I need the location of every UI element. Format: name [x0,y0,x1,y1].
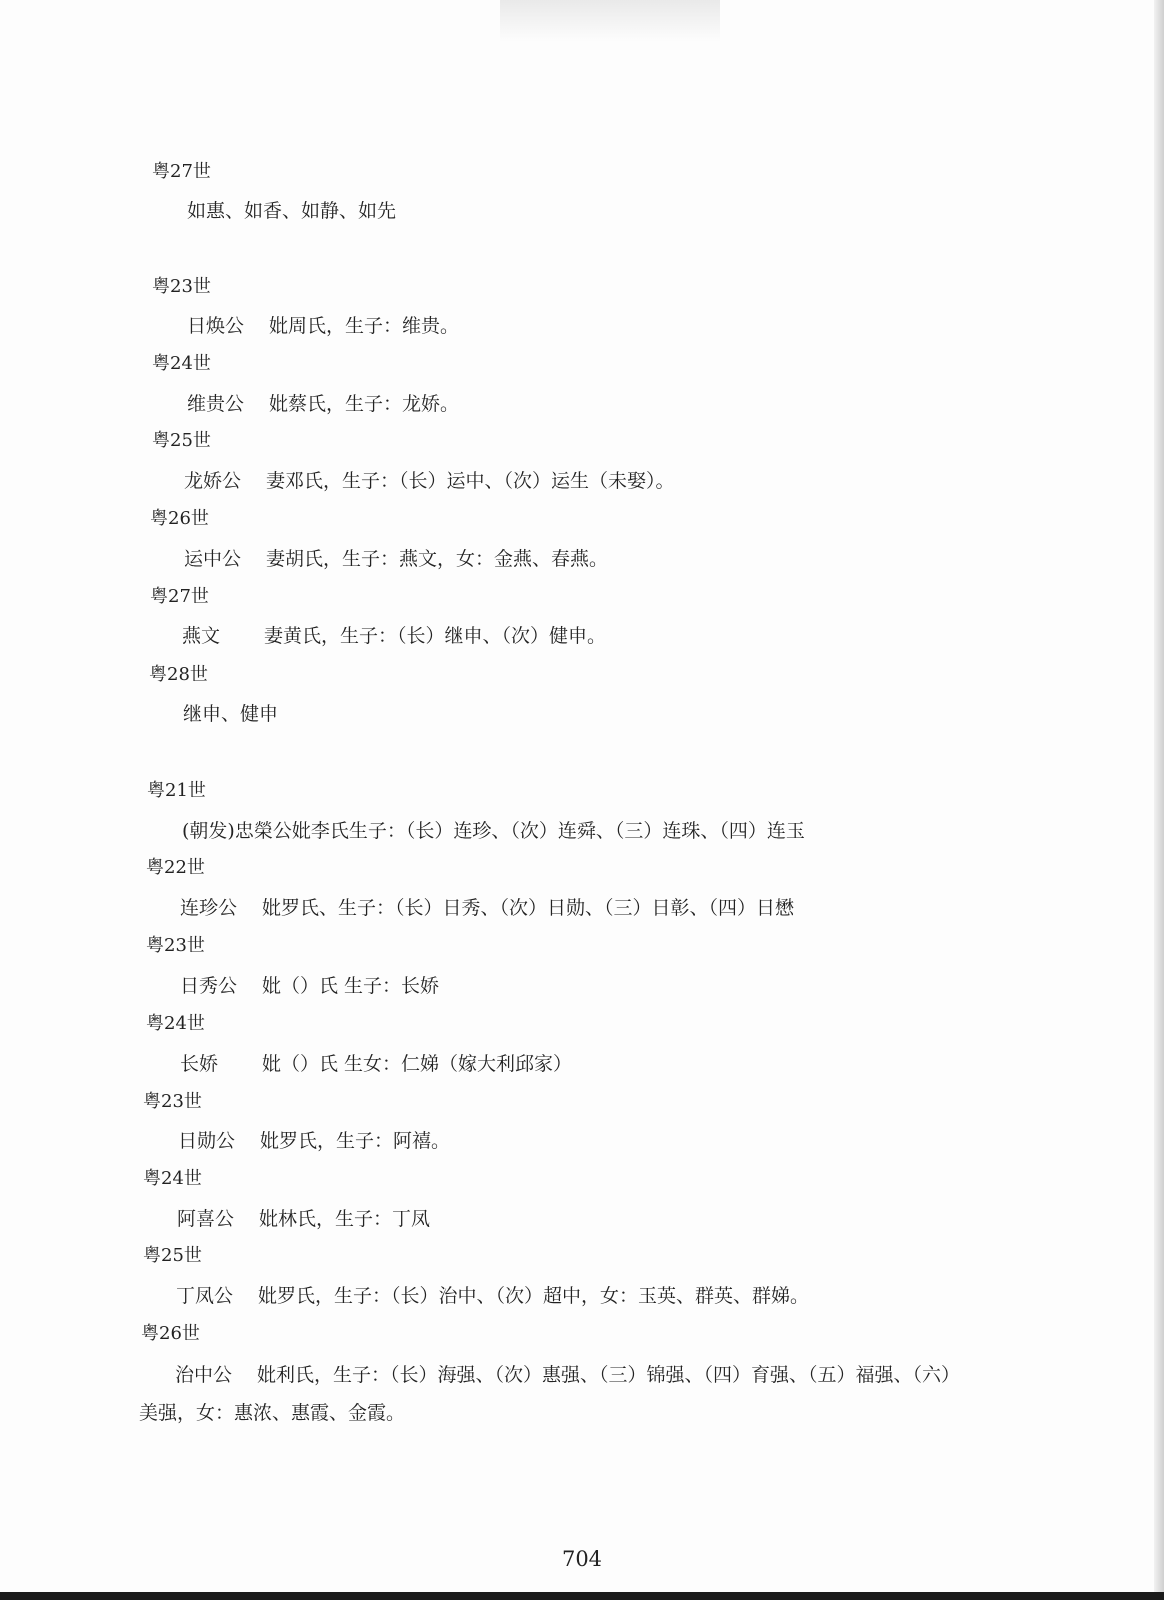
ancestor-name: 日勋公 [178,1130,236,1152]
genealogy-entry [180,974,439,998]
generation-heading: 粤24世 [146,1013,205,1034]
generation-heading: 粤25世 [152,430,211,451]
names-line: 美强，女：惠浓、惠霞、金霞。 [139,1402,406,1424]
ancestor-name: 日焕公 [187,315,245,337]
generation-heading: 粤28世 [149,664,208,685]
genealogy-entry [184,469,675,493]
generation-heading: 粤23世 [143,1091,202,1112]
ancestor-name: 长娇 [180,1053,219,1075]
entry-text: 妣蔡氏，生子：龙娇。 [269,393,460,415]
entry-text: 妣罗氏、生子：（长）日秀、（次）日勋、（三）日彰、（四）日懋 [262,897,795,919]
generation-heading: 粤27世 [152,161,211,182]
generation-heading: 粤22世 [146,857,205,878]
genealogy-entry [180,1052,572,1076]
genealogy-entry [187,314,459,338]
genealogy-entry [178,1129,450,1153]
genealogy-entry [182,819,805,843]
generation-heading: 粤25世 [143,1245,202,1266]
ancestor-name: 丁凤公 [176,1285,234,1307]
ancestor-name: 治中公 [175,1364,233,1386]
scan-bottom-border [0,1592,1164,1600]
genealogy-entry [182,624,606,648]
entry-text: 妣罗氏，生子：阿禧。 [260,1130,451,1152]
generation-heading: 粤24世 [143,1168,202,1189]
generation-heading: 粤26世 [150,508,209,529]
entry-text: 妻邓氏，生子：（长）运中、（次）运生（未娶）。 [266,470,675,492]
genealogy-entry [177,1207,430,1231]
ancestor-name: 龙娇公 [184,470,242,492]
entry-text: 妣（）氏 生女：仁娣（嫁大利邱家） [262,1053,573,1075]
genealogy-entry [180,896,794,920]
generation-heading: 粤27世 [150,586,209,607]
entry-text: 妣林氏，生子：丁凤 [259,1208,431,1230]
ancestor-name: 燕文 [182,625,221,647]
names-line: 如惠、如香、如静、如先 [187,200,397,222]
ancestor-name: 维贵公 [187,393,245,415]
scan-artifact [500,0,720,42]
names-line: 继申、健申 [183,703,279,725]
entry-text: 妻黄氏，生子：（长）继申、（次）健申。 [264,625,607,647]
generation-heading: 粤23世 [146,935,205,956]
ancestor-name: 阿喜公 [177,1208,235,1230]
page-edge-shadow [1154,0,1164,1600]
entry-text: 妣周氏，生子：维贵。 [269,315,460,337]
page-number: 704 [561,1547,603,1571]
genealogy-entry [176,1284,809,1308]
generation-heading: 粤26世 [141,1323,200,1344]
entry-text: 妣利氏，生子：（长）海强、（次）惠强、（三）锦强、（四）育强、（五）福强、（六） [257,1364,961,1386]
entry-text: 妣李氏生子：（长）连珍、（次）连舜、（三）连珠、（四）连玉 [291,820,805,842]
ancestor-name: (朝发)忠榮公 [182,820,292,842]
ancestor-name: 日秀公 [180,975,238,997]
generation-heading: 粤21世 [147,780,206,801]
ancestor-name: 运中公 [184,548,242,570]
entry-text: 妣罗氏，生子：（长）治中、（次）超中，女：玉英、群英、群娣。 [258,1285,810,1307]
genealogy-entry [175,1363,960,1387]
generation-heading: 粤24世 [152,353,211,374]
genealogy-entry [184,547,608,571]
generation-heading: 粤23世 [152,276,211,297]
entry-text: 妣（）氏 生子：长娇 [262,975,440,997]
entry-text: 妻胡氏，生子：燕文，女：金燕、春燕。 [266,548,609,570]
ancestor-name: 连珍公 [180,897,238,919]
genealogy-entry [187,392,459,416]
